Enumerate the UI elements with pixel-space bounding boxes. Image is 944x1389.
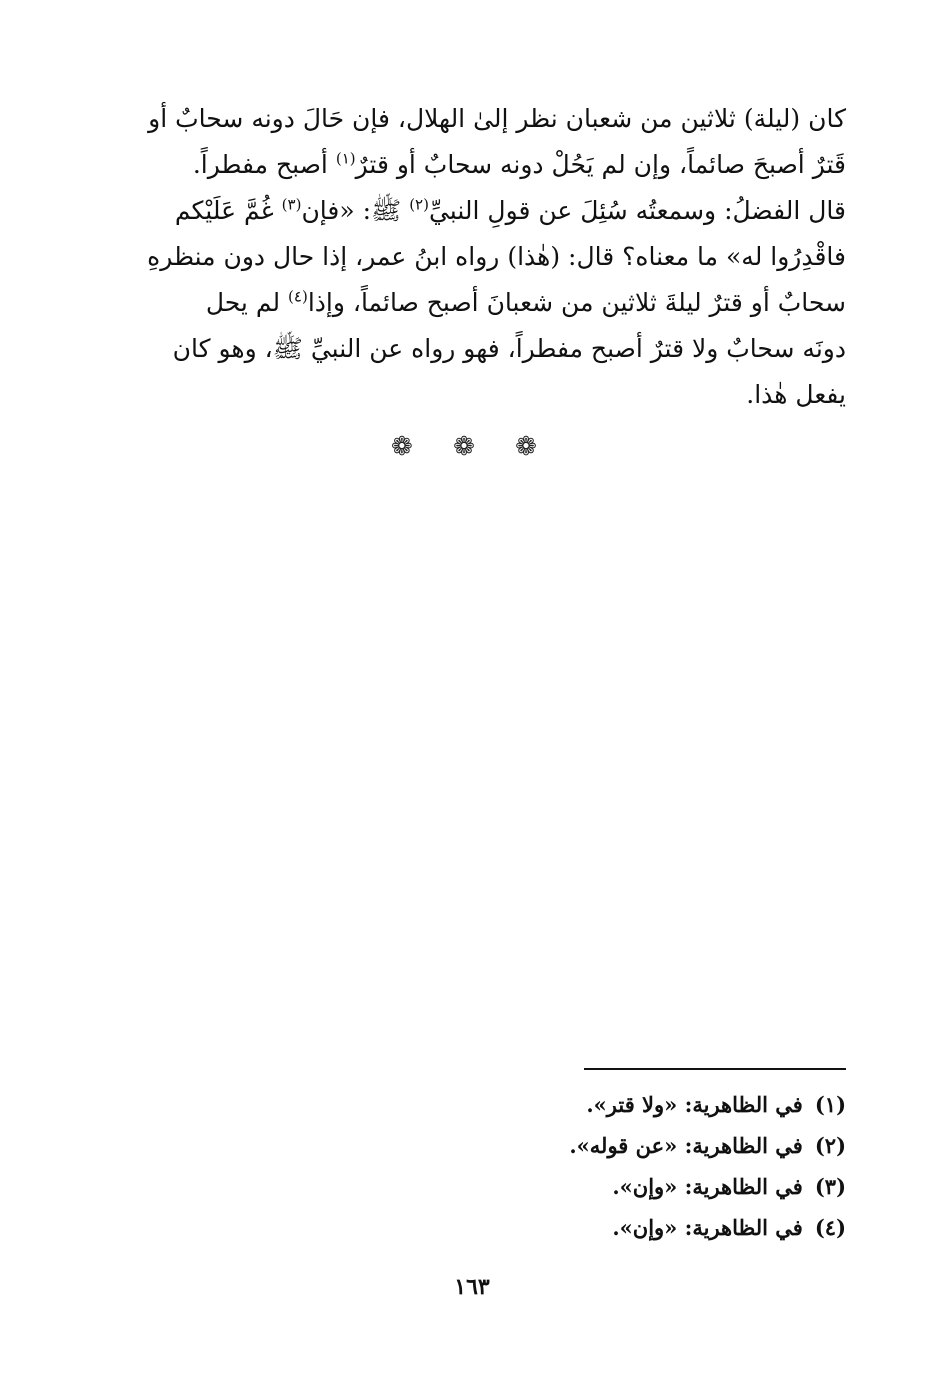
footnote-text: في الظاهرية: «وإن». xyxy=(612,1174,803,1199)
footnote-mark-2[interactable]: (٢) xyxy=(409,195,429,214)
footnote-number: (٢) xyxy=(814,1133,846,1158)
footnote-item xyxy=(400,1207,846,1248)
text-segment: قَترٌ أصبحَ صائماً، وإن لم يَحُلْ دونه سحابٌ أو قترٌ xyxy=(355,150,846,179)
footnote-number: (١) xyxy=(814,1092,846,1117)
text-line-5 xyxy=(100,280,846,326)
footnotes-list xyxy=(400,1084,846,1248)
footnote-divider xyxy=(584,1068,846,1070)
footnote-item xyxy=(400,1084,846,1125)
text-line-2 xyxy=(100,142,846,188)
text-segment: غُمَّ عَلَيْكم xyxy=(174,196,274,225)
text-line-6: دونَه سحابٌ ولا قترٌ أصبح مفطراً، فهو رواه عن النبيِّ ﷺ، وهو كان xyxy=(172,334,846,363)
footnote-text: في الظاهرية: «ولا قتر». xyxy=(586,1092,803,1117)
text-segment: قال الفضلُ: وسمعتُه سُئِلَ عن قولِ النبيِّ xyxy=(428,196,846,225)
footnote-item xyxy=(400,1125,846,1166)
main-text xyxy=(100,96,846,418)
text-line-3 xyxy=(100,188,846,234)
footnote-mark-3[interactable]: (٣) xyxy=(281,195,302,214)
footnote-text: في الظاهرية: «وإن». xyxy=(612,1215,803,1240)
footnote-number: (٣) xyxy=(814,1174,846,1199)
footnote-mark-4[interactable]: (٤) xyxy=(288,287,308,306)
footnote-text: في الظاهرية: «عن قوله». xyxy=(569,1133,803,1158)
section-separator-ornaments: ❁ ❁ ❁ xyxy=(391,432,553,462)
text-segment: لم يحل xyxy=(205,288,281,317)
text-segment: سحابٌ أو قترٌ ليلةَ ثلاثين من شعبانَ أصبح صائماً، وإذا xyxy=(307,288,846,317)
footnote-mark-1[interactable]: (١) xyxy=(335,149,356,168)
text-line-4: فاقْدِرُوا له» ما معناه؟ قال: (هٰذا) رواه ابنُ عمر، إذا حال دون منظرهِ xyxy=(147,242,846,271)
text-line-7: يفعل هٰذا. xyxy=(746,380,846,409)
footnote-number: (٤) xyxy=(814,1215,846,1240)
text-segment: ﷺ: «فإن xyxy=(301,196,402,225)
footnote-item xyxy=(400,1166,846,1207)
page-number: ١٦٣ xyxy=(454,1274,490,1300)
text-segment: أصبح مفطراً. xyxy=(192,150,328,179)
text-line-1: كان (ليلة) ثلاثين من شعبان نظر إلىٰ الهلال، فإن حَالَ دونه سحابٌ أو xyxy=(148,104,846,133)
